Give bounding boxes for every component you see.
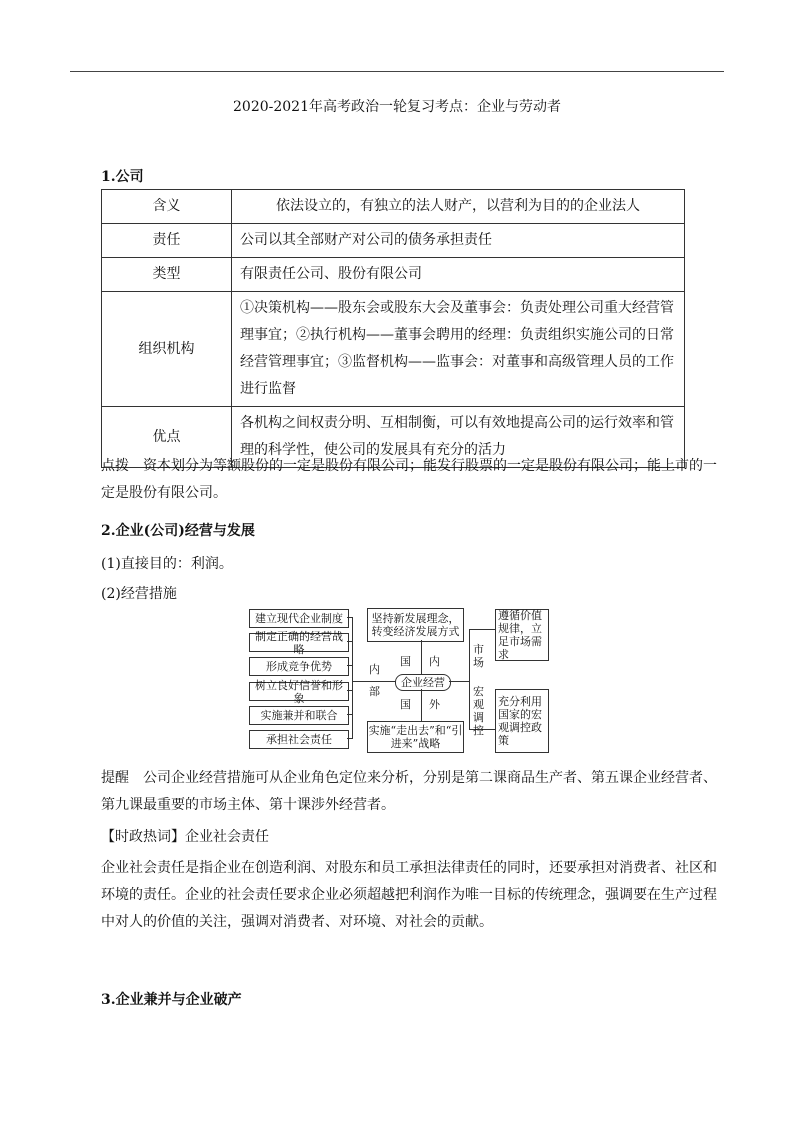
table-row	[102, 224, 685, 258]
left-box-1: 建立现代企业制度	[249, 609, 349, 628]
hot-word-paragraph: 企业社会责任是指企业在创造利润、对股东和员工承担法律责任的同时，还要承担对消费者、社区和环境的责任。企业的社会责任要求企业必须超越把利润作为唯一目标的传统理念，强调要在生产过程中对人的价值的关注，强调对消费者、对环境、对社会的贡献。	[101, 860, 717, 930]
row-key: 组织机构	[102, 292, 232, 407]
item-2: (2)经营措施	[101, 586, 177, 602]
row-key: 类型	[102, 258, 232, 292]
foreign-label-1: 国	[400, 698, 411, 711]
row-key: 含义	[102, 190, 232, 224]
left-box-3: 形成竞争优势	[249, 657, 349, 676]
header-rule	[70, 71, 724, 72]
left-box-4: 树立良好信誉和形象	[249, 682, 349, 701]
left-box-6: 承担社会责任	[249, 730, 349, 749]
right-bottom-box: 充分利用国家的宏观调控政策	[495, 689, 549, 753]
row-value: 各机构之间权责分明、互相制衡，可以有效地提高公司的运行效率和管理的科学性，使公司的发展具有充分的活力	[232, 407, 685, 468]
macro-label: 宏观调控	[473, 685, 484, 737]
foreign-label-2: 外	[429, 698, 440, 711]
domestic-label-2: 内	[429, 655, 440, 668]
hot-word-heading: 【时政热词】企业社会责任	[101, 829, 269, 845]
domestic-label-1: 国	[400, 655, 411, 668]
row-value: 有限责任公司、股份有限公司	[232, 258, 685, 292]
row-key: 优点	[102, 407, 232, 468]
section-2-heading: 2.企业(公司)经营与发展	[101, 523, 255, 539]
table-row	[102, 190, 685, 224]
right-top-box: 遵循价值规律，立足市场需求	[495, 609, 549, 661]
market-label: 市场	[473, 643, 484, 669]
reminder-paragraph: 提醒 公司企业经营措施可从企业角色定位来分析，分别是第二课商品生产者、第五课企业经营者、第九课最重要的市场主体、第十课涉外经营者。	[101, 770, 717, 813]
section-3-heading: 3.企业兼并与企业破产	[101, 992, 242, 1008]
row-key: 责任	[102, 224, 232, 258]
inner-label-2: 部	[369, 685, 380, 698]
right-bracket	[469, 629, 470, 729]
table-row	[102, 258, 685, 292]
left-box-5: 实施兼并和联合	[249, 706, 349, 725]
row-value: 依法设立的，有独立的法人财产，以营利为目的的企业法人	[232, 190, 685, 224]
section-1-heading: 1.公司	[101, 169, 144, 185]
center-node: 企业经营	[395, 674, 451, 691]
item-1: (1)直接目的：利润。	[101, 556, 233, 572]
company-table	[101, 189, 685, 468]
bottom-box: 实施“走出去”和“引进来”战略	[367, 721, 464, 753]
top-box: 坚持新发展理念，转变经济发展方式	[367, 608, 464, 642]
left-bracket	[352, 617, 353, 739]
row-value: ①决策机构——股东会或股东大会及董事会：负责处理公司重大经营管理事宜；②执行机构——董事会聘用的经理：负责组织实施公司的日常经营管理事宜；③监督机构——监事会：对董事和高级管理人员的工作进行监督	[232, 292, 685, 407]
business-diagram	[245, 605, 545, 755]
row-value: 公司以其全部财产对公司的债务承担责任	[232, 224, 685, 258]
page-title: 2020-2021年高考政治一轮复习考点：企业与劳动者	[233, 99, 561, 115]
table-row	[102, 292, 685, 407]
tip-paragraph: 点拨 资本划分为等额股份的一定是股份有限公司；能发行股票的一定是股份有限公司；能上市的一定是股份有限公司。	[101, 458, 717, 501]
inner-label-1: 内	[369, 663, 380, 676]
left-box-2: 制定正确的经营战略	[249, 633, 349, 652]
